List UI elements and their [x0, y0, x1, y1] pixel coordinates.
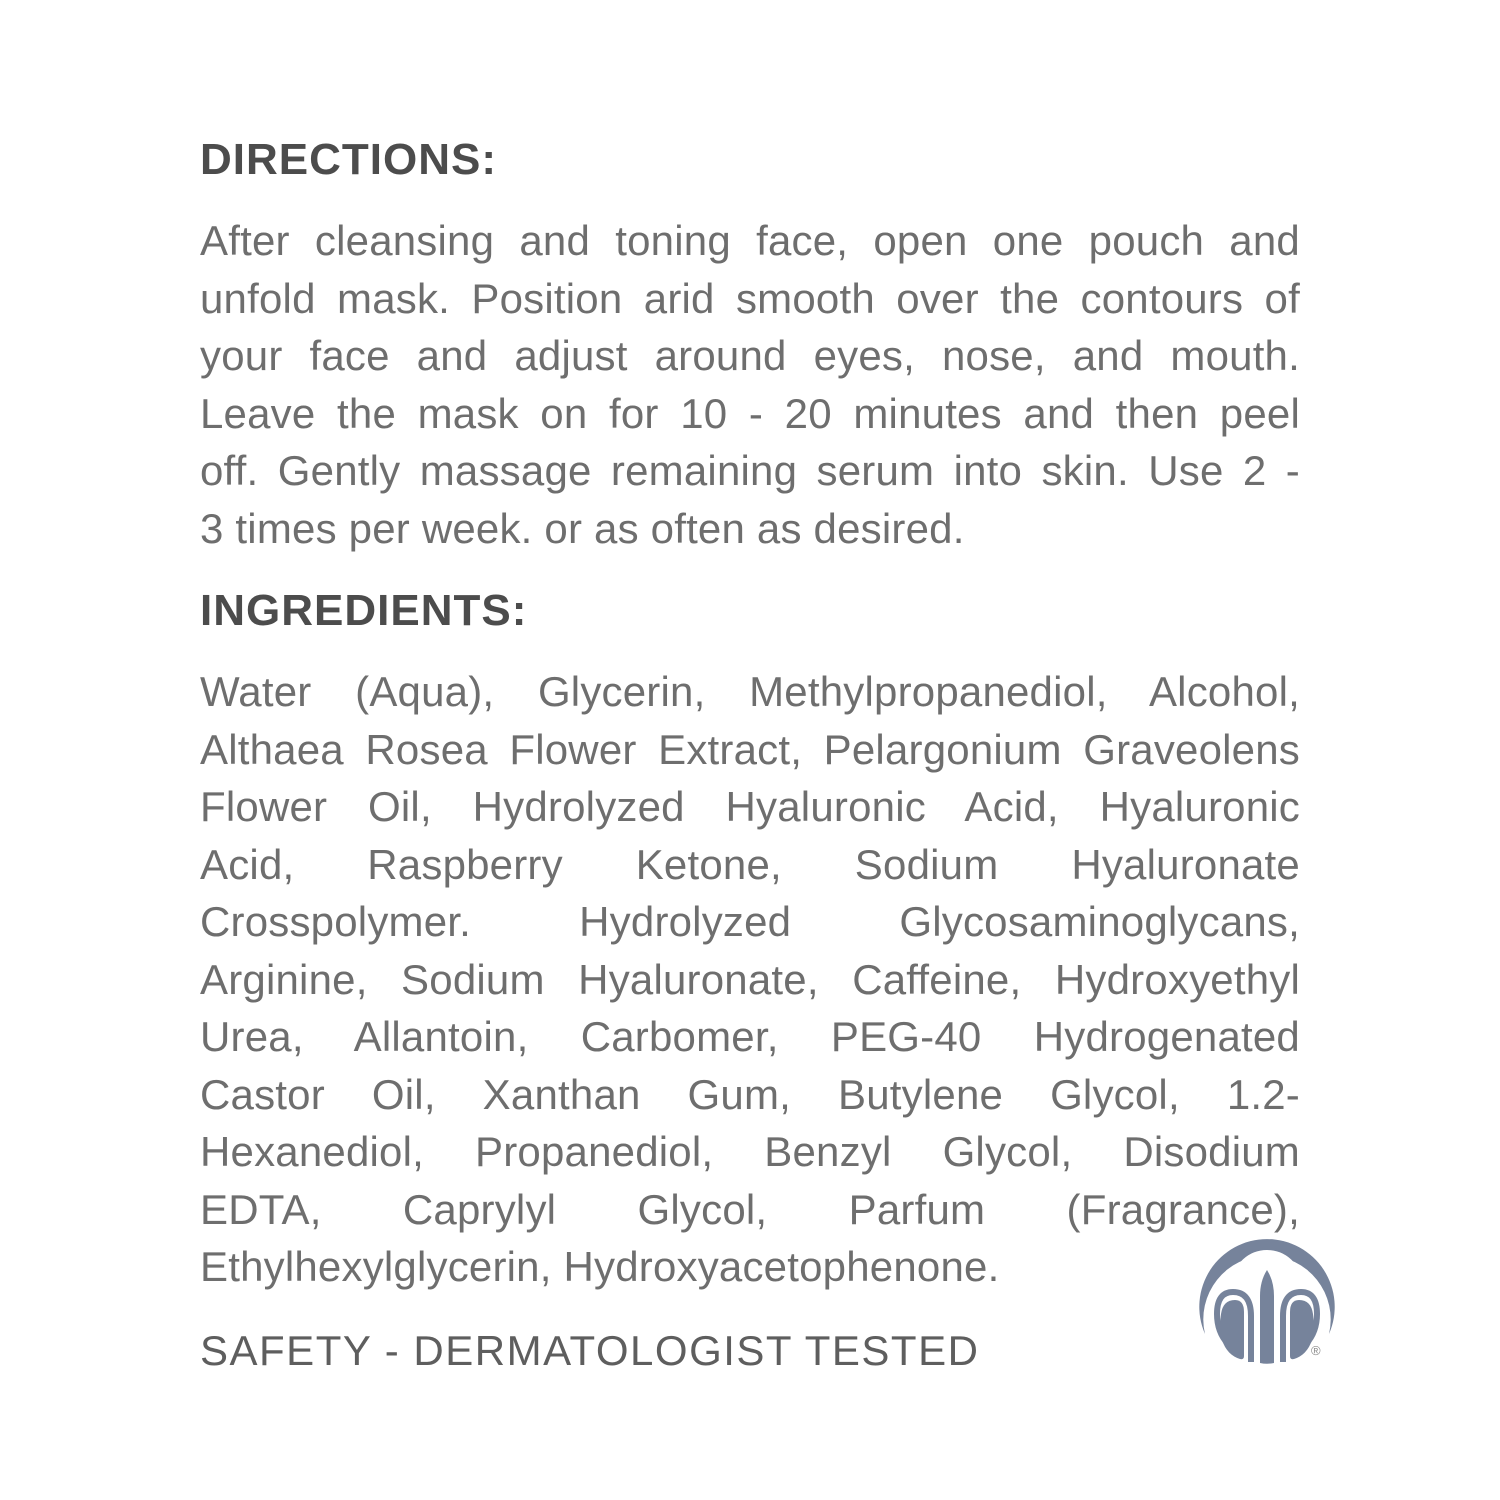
directions-paragraph: [200, 212, 1300, 557]
directions-line: Leave the mask on for 10 - 20 minutes and then peel: [200, 389, 1300, 437]
directions-line: After cleansing and toning face, open one pouch and: [200, 217, 1300, 264]
ingredients-line: Water (Aqua), Glycerin, Methylpropanediol, Alcohol,: [200, 668, 1300, 715]
ingredients-line: Hexanediol, Propanediol, Benzyl Glycol, Disodium: [200, 1128, 1300, 1175]
directions-heading: DIRECTIONS:: [200, 135, 497, 184]
ingredients-line: Arginine, Sodium Hyaluronate, Caffeine, Hydroxyethyl: [200, 955, 1300, 1003]
ingredients-line: EDTA, Caprylyl Glycol, Parfum (Fragrance),: [200, 1185, 1300, 1233]
brand-fountain-logo-icon: [1197, 1236, 1337, 1366]
ingredients-heading: INGREDIENTS:: [200, 586, 528, 635]
safety-statement: SAFETY - DERMATOLOGIST TESTED: [200, 1326, 980, 1374]
directions-line: your face and adjust around eyes, nose, and mouth.: [200, 332, 1300, 379]
ingredients-line: Castor Oil, Xanthan Gum, Butylene Glycol, 1.2-: [200, 1070, 1300, 1118]
ingredients-line: Althaea Rosea Flower Extract, Pelargonium Graveolens: [200, 725, 1300, 773]
directions-line: 3 times per week. or as often as desired.: [200, 504, 965, 552]
directions-line: off. Gently massage remaining serum into skin. Use 2 -: [200, 447, 1300, 494]
ingredients-line: Urea, Allantoin, Carbomer, PEG-40 Hydrogenated: [200, 1013, 1300, 1060]
ingredients-line: Acid, Raspberry Ketone, Sodium Hyaluronate: [200, 840, 1300, 888]
ingredients-line: Flower Oil, Hydrolyzed Hyaluronic Acid, Hyaluronic: [200, 783, 1300, 830]
ingredients-line: Crosspolymer. Hydrolyzed Glycosaminoglycans,: [200, 898, 1300, 945]
registered-mark: ®: [1311, 1343, 1321, 1358]
ingredients-line: Ethylhexylglycerin, Hydroxyacetophenone.: [200, 1243, 1000, 1290]
label-content: [200, 136, 1300, 1379]
ingredients-paragraph: [200, 663, 1300, 1296]
directions-line: unfold mask. Position arid smooth over the contours of: [200, 274, 1300, 322]
